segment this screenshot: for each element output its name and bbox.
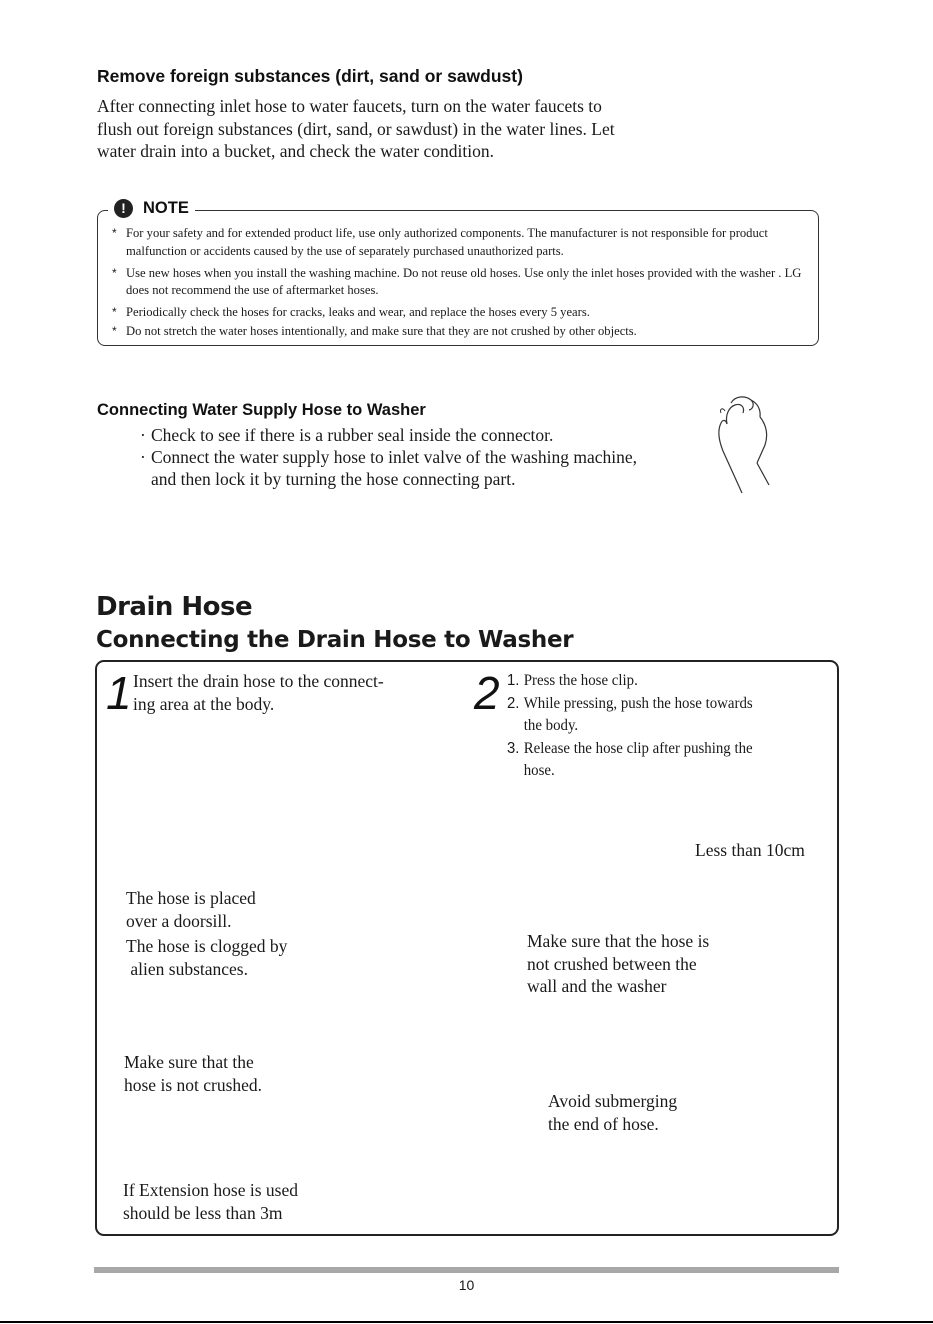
step-2-item-number: 2. (507, 694, 520, 712)
step-2-item-number: 3. (507, 739, 520, 757)
paragraph-line: water drain into a bucket, and check the water condition. (97, 141, 494, 161)
exclamation-icon: ! (114, 199, 133, 218)
caption-line: not crushed between the (527, 953, 697, 974)
caption-avoid-submerging (548, 1090, 677, 1135)
caption-line: hose is not crushed. (124, 1074, 263, 1095)
step-1-line: ing area at the body. (133, 693, 275, 714)
caption-line: the end of hose. (548, 1113, 659, 1134)
asterisk-bullet: * (112, 323, 117, 338)
note-item (112, 265, 817, 300)
section-title-remove-foreign: Remove foreign substances (dirt, sand or sawdust) (97, 66, 523, 86)
caption-doorsill (126, 887, 256, 932)
note-header (108, 197, 195, 219)
bullet-text: Connect the water supply hose to inlet valve of the washing machine, (151, 447, 637, 467)
asterisk-bullet: * (112, 305, 117, 319)
note-item (112, 304, 817, 322)
caption-line: wall and the washer (527, 976, 667, 996)
caption-line: over a doorsill. (126, 910, 232, 931)
step-2-number: 2 (474, 667, 500, 719)
section-title-supply-hose: Connecting Water Supply Hose to Washer (97, 401, 426, 419)
supply-hose-bullets (140, 424, 700, 490)
bullet-dot: · (140, 447, 146, 467)
step-2-item-text: Press the hose clip. (523, 672, 638, 689)
caption-line: The hose is clogged by (126, 936, 288, 956)
bullet-dot: · (140, 425, 146, 445)
step-2-item-text: Release the hose clip after pushing the (523, 739, 753, 757)
step-1-line: Insert the drain hose to the connect- (133, 671, 384, 691)
footer-divider (94, 1267, 839, 1273)
step-1-text (133, 670, 423, 715)
bullet-text: Check to see if there is a rubber seal inside the connector. (151, 425, 554, 445)
paragraph-line: After connecting inlet hose to water faucets, turn on the water faucets to (97, 96, 602, 116)
step-2-item (507, 693, 786, 716)
remove-foreign-paragraph (97, 95, 717, 163)
caption-line: Make sure that the hose is (527, 931, 710, 951)
caption-line: The hose is placed (126, 888, 256, 908)
note-item-text: Periodically check the hoses for cracks, leaks and wear, and replace the hoses every 5 years. (126, 305, 590, 319)
section-subtitle-connecting-drain: Connecting the Drain Hose to Washer (96, 627, 574, 653)
note-item (112, 323, 817, 341)
caption-line: If Extension hose is used (123, 1180, 298, 1200)
step-1-number: 1 (106, 667, 132, 719)
note-item (112, 225, 817, 260)
caption-less-than-10cm: Less than 10cm (695, 840, 805, 860)
step-2-item-number: 1. (507, 672, 520, 689)
caption-line: Avoid submerging (548, 1091, 678, 1111)
caption-extension-hose (123, 1179, 298, 1224)
step-2-item (507, 738, 786, 761)
caption-line: alien substances. (126, 958, 248, 979)
step-2-item-continuation: the body. (523, 717, 579, 734)
caption-line: Make sure that the (124, 1052, 254, 1072)
hand-illustration-icon (705, 393, 780, 498)
step-2-item-text: While pressing, push the hose towards (523, 694, 753, 712)
caption-line: should be less than 3m (123, 1202, 283, 1223)
bullet-text-continuation: and then lock it by turning the hose connecting part. (151, 469, 516, 489)
note-item-text: For your safety and for extended product life, use only authorized components. The manufacturer is not responsible for product malfunction or accidents caused by the use of separately purchased unauthorized parts. (126, 226, 768, 258)
caption-clogged (126, 935, 287, 980)
note-item-text: Do not stretch the water hoses intentionally, and make sure that they are not crushed by other objects. (126, 323, 637, 338)
step-2-item (507, 670, 786, 693)
asterisk-bullet: * (112, 226, 117, 240)
page-bottom-edge (0, 1321, 933, 1323)
section-title-drain-hose: Drain Hose (96, 592, 253, 622)
caption-not-crushed (124, 1051, 262, 1096)
step-2-item-continuation: hose. (523, 762, 555, 779)
step-2-list (507, 670, 786, 783)
bullet-item (140, 446, 700, 468)
asterisk-bullet: * (112, 265, 117, 280)
page-number: 10 (458, 1277, 475, 1293)
bullet-item (140, 424, 700, 446)
note-list (112, 225, 817, 345)
note-item-text: Use new hoses when you install the washing machine. Do not reuse old hoses. Use only the inlet hoses provided with the washer . LG does not recommend the use of aftermarket hoses. (126, 265, 802, 297)
caption-crushed-wall (527, 930, 709, 998)
paragraph-line: flush out foreign substances (dirt, sand, or sawdust) in the water lines. Let (97, 118, 615, 139)
note-label: NOTE (143, 198, 189, 217)
